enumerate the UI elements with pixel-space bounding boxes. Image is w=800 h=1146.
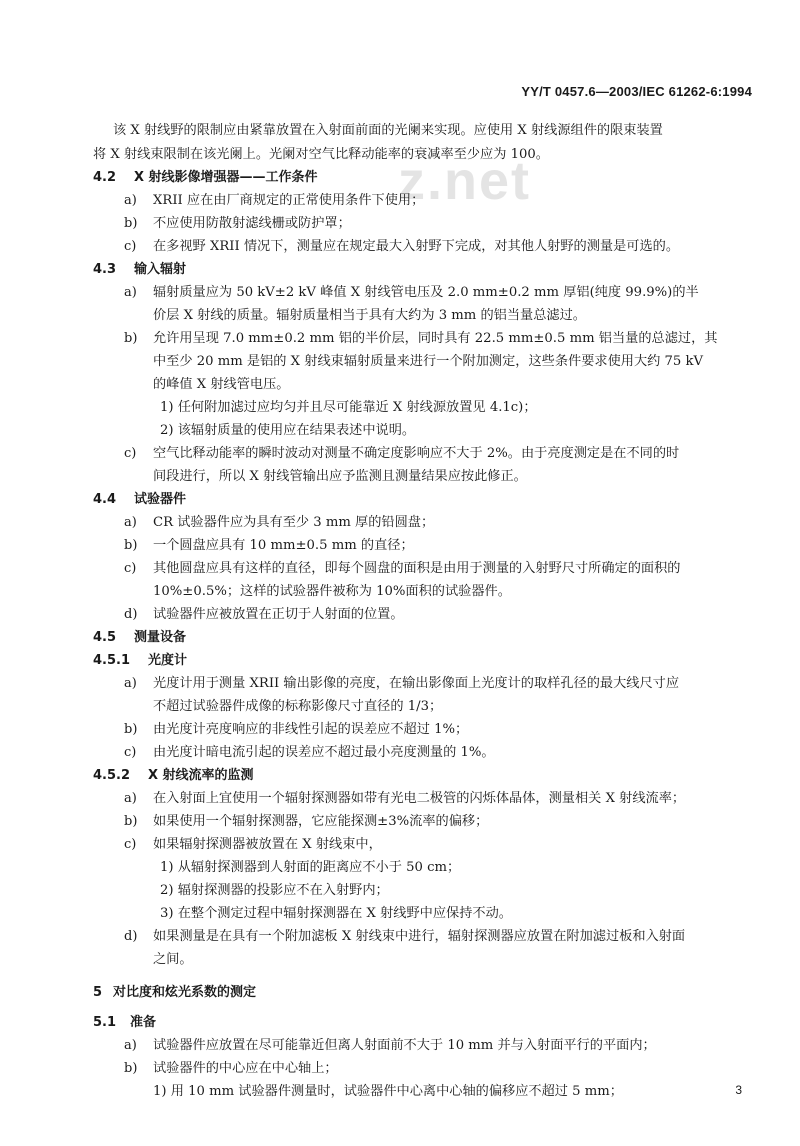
section-number: 4.4: [93, 492, 117, 507]
list-marker: a): [124, 285, 137, 300]
page-number: 3: [735, 1083, 742, 1097]
list-item-line: 价层 X 射线的质量。辐射质量相当于具有大约为 3 mm 的铝当量总滤过。: [153, 308, 586, 323]
list-item: 试验器件应被放置在正切于人射面的位置。: [153, 607, 404, 622]
list-marker: b): [124, 722, 138, 737]
list-item: 如果辐射探测器被放置在 X 射线束中，: [153, 837, 382, 852]
list-marker: b): [124, 331, 138, 346]
list-item-line: 10%±0.5%；这样的试验器件被称为 10%面积的试验器件。: [153, 584, 511, 599]
list-marker: d): [124, 929, 138, 944]
list-item-line: 如果测量是在具有一个附加滤板 X 射线束中进行，辐射探测器应放置在附加滤过板和入射面: [153, 929, 686, 944]
list-marker: c): [124, 837, 137, 852]
list-marker: c): [124, 745, 137, 760]
section-title: 对比度和炫光系数的测定: [113, 985, 257, 1000]
list-item-line: 空气比释动能率的瞬时波动对测量不确定度影响应不大于 2%。由于亮度测定是在不同的时: [153, 446, 680, 461]
list-item: 在入射面上宜使用一个辐射探测器如带有光电二极管的闪烁体晶体，测量相关 X 射线流率；: [153, 791, 686, 806]
section-title: 试验器件: [134, 492, 187, 507]
list-item: 试验器件的中心应在中心轴上；: [153, 1061, 338, 1076]
section-number: 4.5.2: [93, 768, 131, 783]
section-number: 4.5: [93, 630, 117, 645]
list-item: CR 试验器件应为具有至少 3 mm 厚的铅圆盘；: [153, 515, 435, 530]
section-number: 4.3: [93, 262, 117, 277]
list-marker: c): [124, 239, 137, 254]
list-item: 由光度计亮度响应的非线性引起的误差应不超过 1%；: [153, 722, 469, 737]
list-item-line: 间段进行，所以 X 射线管输出应予监测且测量结果应按此修正。: [153, 469, 527, 484]
watermark: z.net: [398, 151, 532, 211]
section-title: X 射线流率的监测: [148, 768, 254, 783]
section-title: 光度计: [148, 653, 188, 668]
section-number: 5: [93, 985, 103, 1000]
list-item-line: 其他圆盘应具有这样的直径，即每个圆盘的面积是由用于测量的入射野尺寸所确定的面积的: [153, 561, 681, 576]
section-number: 4.2: [93, 170, 117, 185]
section-title: 输入辐射: [134, 262, 187, 277]
standard-number-header: YY/T 0457.6—2003/IEC 61262-6:1994: [521, 84, 752, 99]
sub-item: 2) 辐射探测器的投影应不在入射野内；: [160, 883, 389, 898]
list-item-line: 的峰值 X 射线管电压。: [153, 377, 290, 392]
list-item-line: 辐射质量应为 50 kV±2 kV 峰值 X 射线管电压及 2.0 mm±0.2 mm 厚铝(纯度 99.9%)的半: [153, 285, 699, 300]
list-item: 试验器件应放置在尽可能靠近但离人射面前不大于 10 mm 并与入射面平行的平面内；: [153, 1038, 656, 1053]
list-item: 不应使用防散射滤线栅或防护罩；: [153, 216, 351, 231]
list-item: 一个圆盘应具有 10 mm±0.5 mm 的直径；: [153, 538, 414, 553]
list-marker: c): [124, 561, 137, 576]
list-item-line: 之间。: [153, 952, 193, 967]
list-item-line: 不超过试验器件成像的标称影像尺寸直径的 1/3；: [153, 699, 443, 714]
section-title: X 射线影像增强器——工作条件: [134, 170, 318, 185]
list-item: 如果使用一个辐射探测器，它应能探测±3%流率的偏移；: [153, 814, 489, 829]
section-number: 4.5.1: [93, 653, 131, 668]
sub-item: 1) 任何附加滤过应均匀并且尽可能靠近 X 射线源放置见 4.1c)；: [160, 400, 537, 415]
sub-item: 3) 在整个测定过程中辐射探测器在 X 射线野中应保持不动。: [160, 906, 512, 921]
section-number: 5.1: [93, 1015, 117, 1030]
list-marker: a): [124, 515, 137, 530]
list-item: 在多视野 XRII 情况下，测量应在规定最大入射野下完成，对其他人射野的测量是可选的。: [153, 239, 680, 254]
list-marker: a): [124, 676, 137, 691]
list-marker: b): [124, 216, 138, 231]
intro-line: 该 X 射线野的限制应由紧靠放置在入射面前面的光阑来实现。应使用 X 射线源组件的限束装置: [113, 123, 663, 138]
list-marker: d): [124, 607, 138, 622]
list-item: 由光度计暗电流引起的误差应不超过最小亮度测量的 1%。: [153, 745, 495, 760]
section-title: 测量设备: [134, 630, 187, 645]
sub-item: 2) 该辐射质量的使用应在结果表述中说明。: [160, 423, 416, 438]
list-marker: a): [124, 1038, 137, 1053]
list-item-line: 光度计用于测量 XRII 输出影像的亮度，在输出影像面上光度计的取样孔径的最大线尺寸应: [153, 676, 680, 691]
list-marker: b): [124, 1061, 138, 1076]
list-item-line: 中至少 20 mm 是铝的 X 射线束辐射质量来进行一个附加测定，这些条件要求使用大约 75 kV: [153, 354, 704, 369]
sub-item: 1) 用 10 mm 试验器件测量时，试验器件中心离中心轴的偏移应不超过 5 mm；: [153, 1084, 623, 1099]
list-marker: b): [124, 814, 138, 829]
sub-item: 1) 从辐射探测器到人射面的距离应不小于 50 cm；: [160, 860, 461, 875]
intro-line: 将 X 射线束限制在该光阑上。光阑对空气比释动能率的衰减率至少应为 100。: [93, 147, 549, 162]
list-marker: c): [124, 446, 137, 461]
list-marker: a): [124, 791, 137, 806]
section-title: 准备: [130, 1015, 157, 1030]
list-marker: a): [124, 193, 137, 208]
list-marker: b): [124, 538, 138, 553]
list-item-line: 允许用呈现 7.0 mm±0.2 mm 铝的半价层，同时具有 22.5 mm±0.5 mm 铝当量的总滤过，其: [153, 331, 718, 346]
list-item: XRII 应在由厂商规定的正常使用条件下使用；: [153, 193, 425, 208]
